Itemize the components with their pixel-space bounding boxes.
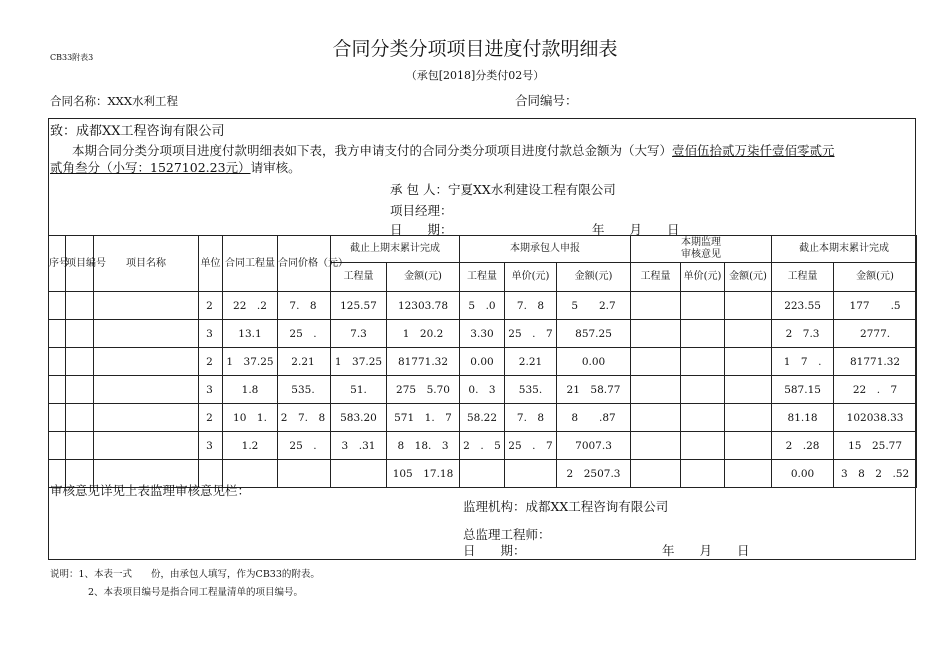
cell-curr-unit-price: 7. 8 (505, 404, 557, 432)
cell-cum-qty: 1 7 . (772, 348, 834, 376)
cell-unit: 3 (199, 376, 223, 404)
table-row (49, 320, 917, 348)
sub-supv-qty: 工程量 (631, 263, 681, 292)
cell-unit: 2 (199, 404, 223, 432)
cell-item-no (66, 404, 94, 432)
cell-cum-qty: 81.18 (772, 404, 834, 432)
cell-item-no (66, 376, 94, 404)
cell-cum-qty: 2 .28 (772, 432, 834, 460)
cell-unit: 3 (199, 432, 223, 460)
cell-supv-qty (631, 432, 681, 460)
sub-prev-qty: 工程量 (331, 263, 387, 292)
cell-prev-qty: 51. (331, 376, 387, 404)
contract-number: 合同编号： (515, 93, 578, 108)
letter-recipient: 致：成都XX工程咨询有限公司 (50, 124, 225, 139)
cell-curr-amount: 8 .87 (557, 404, 631, 432)
cell-supv-unit-price (681, 320, 725, 348)
sub-supv-unit-price: 单价(元) (681, 263, 725, 292)
cell-seq (49, 432, 66, 460)
review-opinion: 审核意见详见上表监理审核意见栏： (50, 483, 251, 498)
cell-item-name (94, 404, 199, 432)
chief-supervisor: 总监理工程师： (463, 527, 551, 542)
cell-prev-amount: 1 20.2 (387, 320, 460, 348)
letter-body-line2 (50, 158, 301, 176)
letter-body-start: 本期合同分类分项项目进度付款明细表如下表，我方申请支付的合同分类分项项目进度付款总金额为（大写） (72, 143, 673, 158)
cell-curr-qty: 0.00 (460, 348, 505, 376)
cell-contract-price: 25 . (278, 432, 331, 460)
cell-supv-qty (631, 292, 681, 320)
note-1: 说明：1、本表一式 份，由承包人填写，作为CB33的附表。 (50, 569, 320, 580)
sub-prev-amount: 金额(元) (387, 263, 460, 292)
sub-supv-amount: 金额(元) (725, 263, 772, 292)
cell-supv-amount (725, 460, 772, 488)
table-row (49, 348, 917, 376)
cell-curr-unit-price (505, 460, 557, 488)
cell-contract-qty: 13.1 (223, 320, 278, 348)
cell-contract-qty: 1.2 (223, 432, 278, 460)
cell-curr-qty: 58.22 (460, 404, 505, 432)
cell-prev-amount: 275 5.70 (387, 376, 460, 404)
cell-supv-amount (725, 376, 772, 404)
cell-prev-qty: 3 .31 (331, 432, 387, 460)
cell-prev-amount: 12303.78 (387, 292, 460, 320)
cell-seq (49, 376, 66, 404)
cell-curr-unit-price: 7. 8 (505, 292, 557, 320)
cell-prev-amount: 81771.32 (387, 348, 460, 376)
table-row (49, 432, 917, 460)
letter-body-line1 (72, 141, 835, 159)
amount-in-figures: 贰角叁分（小写：1527102.23元） (50, 160, 251, 175)
cell-item-name (94, 376, 199, 404)
cell-seq (49, 404, 66, 432)
cell-contract-price: 535. (278, 376, 331, 404)
supervisor-date-value: 年 月 日 (662, 543, 750, 558)
cell-supv-qty (631, 376, 681, 404)
cell-supv-unit-price (681, 292, 725, 320)
cell-cum-amount: 102038.33 (834, 404, 917, 432)
header-unit: 单位 (199, 236, 223, 292)
cell-contract-price: 25 . (278, 320, 331, 348)
sub-cum-qty: 工程量 (772, 263, 834, 292)
cell-item-no (66, 348, 94, 376)
cell-curr-amount: 2 2507.3 (557, 460, 631, 488)
cell-cum-amount: 2777. (834, 320, 917, 348)
contract-name: 合同名称：XXX水利工程 (50, 94, 179, 108)
cell-supv-qty (631, 404, 681, 432)
cell-seq (49, 320, 66, 348)
cell-contract-price: 2 7. 8 (278, 404, 331, 432)
cell-curr-unit-price: 25 . 7 (505, 320, 557, 348)
cell-curr-unit-price: 25 . 7 (505, 432, 557, 460)
cell-seq (49, 348, 66, 376)
cell-prev-qty: 1 37.25 (331, 348, 387, 376)
cell-curr-amount: 21 58.77 (557, 376, 631, 404)
document-number: （承包[2018]分类付02号） (405, 69, 545, 82)
header-supervisor-line2: 审核意见 (681, 249, 722, 260)
cell-supv-amount (725, 348, 772, 376)
cell-item-no (66, 320, 94, 348)
cell-item-name (94, 320, 199, 348)
cell-supv-amount (725, 320, 772, 348)
supervision-org: 监理机构：成都XX工程咨询有限公司 (463, 499, 669, 514)
cell-cum-amount: 81771.32 (834, 348, 917, 376)
cell-prev-qty (331, 460, 387, 488)
cell-curr-qty (460, 460, 505, 488)
note-2: 2、本表项目编号是指合同工程量清单的项目编号。 (88, 587, 304, 598)
cell-item-no (66, 292, 94, 320)
cell-curr-unit-price: 535. (505, 376, 557, 404)
cell-unit: 2 (199, 348, 223, 376)
cell-curr-amount: 857.25 (557, 320, 631, 348)
cell-supv-qty (631, 460, 681, 488)
page-title: 合同分类分项项目进度付款明细表 (332, 38, 618, 60)
sub-curr-unit-price: 单价(元) (505, 263, 557, 292)
cell-unit: 3 (199, 320, 223, 348)
cell-unit: 2 (199, 292, 223, 320)
cell-curr-qty: 5 .0 (460, 292, 505, 320)
cell-supv-unit-price (681, 432, 725, 460)
header-contract-price: 合同价格（元） (278, 236, 331, 292)
cell-curr-qty: 2 . 5 (460, 432, 505, 460)
cell-cum-qty: 0.00 (772, 460, 834, 488)
cell-cum-amount: 177 .5 (834, 292, 917, 320)
contractor-date-value: 年 月 日 (592, 222, 680, 237)
cell-cum-qty: 223.55 (772, 292, 834, 320)
header-seq: 序号 (49, 236, 66, 292)
table-row (49, 292, 917, 320)
table-row (49, 404, 917, 432)
cell-cum-qty: 2 7.3 (772, 320, 834, 348)
cell-item-name (94, 292, 199, 320)
cell-prev-amount: 571 1. 7 (387, 404, 460, 432)
cell-contract-price (278, 460, 331, 488)
cell-cum-amount: 22 . 7 (834, 376, 917, 404)
payment-detail-table (48, 235, 917, 488)
header-current-claim: 本期承包人申报 (460, 236, 631, 263)
contractor-date-label: 日 期： (390, 222, 453, 237)
cell-item-name (94, 348, 199, 376)
cell-supv-amount (725, 404, 772, 432)
cell-cum-amount: 15 25.77 (834, 432, 917, 460)
cell-cum-amount: 3 8 2 .52 (834, 460, 917, 488)
cell-contract-qty: 1 37.25 (223, 348, 278, 376)
cell-contract-price: 7. 8 (278, 292, 331, 320)
header-prev-cumulative: 截止上期末累计完成 (331, 236, 460, 263)
cell-curr-amount: 7007.3 (557, 432, 631, 460)
header-supervisor-review (631, 236, 772, 263)
cell-prev-qty: 125.57 (331, 292, 387, 320)
amount-in-words: 壹佰伍拾贰万柒仟壹佰零贰元 (672, 143, 835, 158)
cell-curr-amount: 0.00 (557, 348, 631, 376)
letter-body-end: 请审核。 (250, 160, 301, 175)
cell-cum-qty: 587.15 (772, 376, 834, 404)
cell-supv-qty (631, 348, 681, 376)
header-supervisor-line1: 本期监理 (681, 237, 722, 248)
table-header-row (49, 236, 917, 263)
sub-cum-amount: 金额(元) (834, 263, 917, 292)
header-contract-qty: 合同工程量 (223, 236, 278, 292)
cell-contract-qty: 1.8 (223, 376, 278, 404)
cell-prev-amount: 8 18. 3 (387, 432, 460, 460)
cell-curr-qty: 0. 3 (460, 376, 505, 404)
contractor-signature: 承 包 人：宁夏XX水利建设工程有限公司 (390, 182, 616, 197)
sub-curr-qty: 工程量 (460, 263, 505, 292)
cell-supv-unit-price (681, 348, 725, 376)
form-number: CB33附表3 (50, 53, 94, 62)
cell-prev-amount: 105 17.18 (387, 460, 460, 488)
cell-supv-qty (631, 320, 681, 348)
cell-contract-qty: 10 1. (223, 404, 278, 432)
table-row (49, 376, 917, 404)
cell-supv-amount (725, 292, 772, 320)
cell-item-no (66, 432, 94, 460)
cell-prev-qty: 583.20 (331, 404, 387, 432)
cell-supv-unit-price (681, 460, 725, 488)
cell-curr-qty: 3.30 (460, 320, 505, 348)
cell-contract-qty: 22 .2 (223, 292, 278, 320)
supervisor-date-label: 日 期： (463, 543, 526, 558)
project-manager: 项目经理： (390, 203, 453, 218)
header-item-name: 项目名称 (94, 236, 199, 292)
header-item-no: 项目编号 (66, 236, 94, 292)
cell-item-name (94, 432, 199, 460)
cell-seq (49, 292, 66, 320)
cell-curr-amount: 5 2.7 (557, 292, 631, 320)
cell-supv-unit-price (681, 376, 725, 404)
cell-contract-price: 2.21 (278, 348, 331, 376)
cell-curr-unit-price: 2.21 (505, 348, 557, 376)
header-current-cumulative: 截止本期末累计完成 (772, 236, 917, 263)
sub-curr-amount: 金额(元) (557, 263, 631, 292)
cell-prev-qty: 7.3 (331, 320, 387, 348)
table-body (49, 292, 917, 488)
cell-supv-amount (725, 432, 772, 460)
cell-supv-unit-price (681, 404, 725, 432)
